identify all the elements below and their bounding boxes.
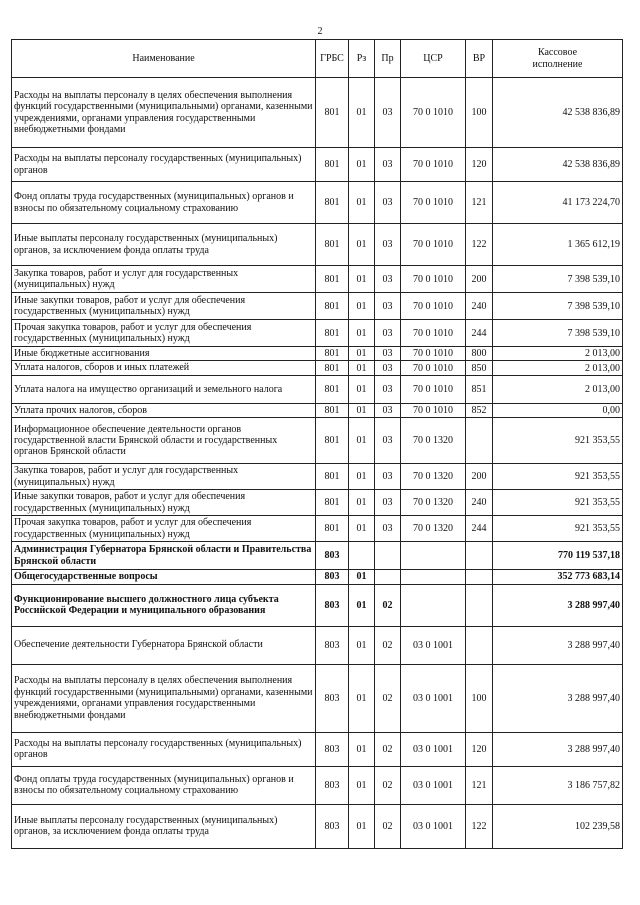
table-header-row bbox=[12, 40, 623, 78]
cell-name: Уплата налога на имущество организаций и земельного налога bbox=[12, 375, 316, 403]
cell-pr: 03 bbox=[375, 320, 401, 347]
cell-name: Фонд оплаты труда государственных (муниципальных) органов и взносы по обязательному социальному страхованию bbox=[12, 766, 316, 804]
cell-csr: 03 0 1001 bbox=[401, 766, 466, 804]
table-row bbox=[12, 490, 623, 516]
cell-pr: 03 bbox=[375, 361, 401, 375]
cell-pr: 03 bbox=[375, 403, 401, 417]
cell-amount: 41 173 224,70 bbox=[493, 182, 623, 224]
table-row bbox=[12, 148, 623, 182]
cell-grbs: 801 bbox=[316, 266, 349, 293]
table-row bbox=[12, 266, 623, 293]
cell-rz: 01 bbox=[349, 347, 375, 361]
cell-rz: 01 bbox=[349, 293, 375, 320]
table-row bbox=[12, 626, 623, 664]
header-grbs: ГРБС bbox=[316, 40, 349, 78]
table-row bbox=[12, 320, 623, 347]
cell-vr: 800 bbox=[466, 347, 493, 361]
cell-rz: 01 bbox=[349, 182, 375, 224]
cell-pr: 03 bbox=[375, 293, 401, 320]
cell-pr: 03 bbox=[375, 516, 401, 542]
cell-amount: 7 398 539,10 bbox=[493, 320, 623, 347]
cell-csr bbox=[401, 542, 466, 570]
cell-vr: 851 bbox=[466, 375, 493, 403]
cell-grbs: 803 bbox=[316, 766, 349, 804]
cell-csr bbox=[401, 584, 466, 626]
cell-pr: 03 bbox=[375, 347, 401, 361]
cell-name: Прочая закупка товаров, работ и услуг для обеспечения государственных (муниципальных) нужд bbox=[12, 516, 316, 542]
cell-name: Функционирование высшего должностного лица субъекта Российской Федерации и муниципального образования bbox=[12, 584, 316, 626]
cell-csr: 70 0 1010 bbox=[401, 320, 466, 347]
cell-pr: 02 bbox=[375, 804, 401, 848]
cell-rz bbox=[349, 542, 375, 570]
header-amount: Кассовое исполнение bbox=[493, 40, 623, 78]
cell-vr: 240 bbox=[466, 490, 493, 516]
cell-vr: 122 bbox=[466, 804, 493, 848]
cell-pr: 03 bbox=[375, 418, 401, 464]
header-rz: Рз bbox=[349, 40, 375, 78]
cell-rz: 01 bbox=[349, 626, 375, 664]
cell-grbs: 801 bbox=[316, 148, 349, 182]
cell-vr: 852 bbox=[466, 403, 493, 417]
cell-amount: 3 288 997,40 bbox=[493, 664, 623, 732]
cell-name: Обеспечение деятельности Губернатора Брянской области bbox=[12, 626, 316, 664]
cell-rz: 01 bbox=[349, 361, 375, 375]
cell-pr bbox=[375, 542, 401, 570]
cell-rz: 01 bbox=[349, 732, 375, 766]
cell-vr: 120 bbox=[466, 732, 493, 766]
cell-vr bbox=[466, 584, 493, 626]
table-row bbox=[12, 78, 623, 148]
cell-pr: 03 bbox=[375, 78, 401, 148]
cell-vr: 122 bbox=[466, 224, 493, 266]
table-row bbox=[12, 224, 623, 266]
cell-csr: 03 0 1001 bbox=[401, 732, 466, 766]
cell-name: Иные выплаты персоналу государственных (муниципальных) органов, за исключением фонда оплаты труда bbox=[12, 804, 316, 848]
cell-rz: 01 bbox=[349, 320, 375, 347]
table-row bbox=[12, 293, 623, 320]
header-name: Наименование bbox=[12, 40, 316, 78]
cell-name: Информационное обеспечение деятельности органов государственной власти Брянской области и государственных органов Брянской области bbox=[12, 418, 316, 464]
cell-pr: 02 bbox=[375, 766, 401, 804]
cell-csr: 70 0 1010 bbox=[401, 375, 466, 403]
cell-amount: 7 398 539,10 bbox=[493, 266, 623, 293]
cell-amount: 42 538 836,89 bbox=[493, 148, 623, 182]
table-row bbox=[12, 418, 623, 464]
cell-csr: 70 0 1320 bbox=[401, 516, 466, 542]
cell-amount: 3 288 997,40 bbox=[493, 584, 623, 626]
table-row bbox=[12, 361, 623, 375]
cell-vr: 120 bbox=[466, 148, 493, 182]
cell-pr: 03 bbox=[375, 375, 401, 403]
cell-csr: 70 0 1010 bbox=[401, 148, 466, 182]
cell-rz: 01 bbox=[349, 804, 375, 848]
cell-pr: 03 bbox=[375, 182, 401, 224]
cell-rz: 01 bbox=[349, 266, 375, 293]
cell-grbs: 801 bbox=[316, 490, 349, 516]
cell-rz: 01 bbox=[349, 375, 375, 403]
cell-name: Иные закупки товаров, работ и услуг для обеспечения государственных (муниципальных) нужд bbox=[12, 490, 316, 516]
cell-csr: 70 0 1320 bbox=[401, 464, 466, 490]
cell-vr bbox=[466, 570, 493, 584]
cell-rz: 01 bbox=[349, 490, 375, 516]
header-pr: Пр bbox=[375, 40, 401, 78]
cell-grbs: 801 bbox=[316, 418, 349, 464]
cell-vr: 200 bbox=[466, 464, 493, 490]
cell-csr: 70 0 1320 bbox=[401, 490, 466, 516]
cell-name: Закупка товаров, работ и услуг для государственных (муниципальных) нужд bbox=[12, 464, 316, 490]
cell-vr: 240 bbox=[466, 293, 493, 320]
cell-amount: 2 013,00 bbox=[493, 375, 623, 403]
table-row bbox=[12, 766, 623, 804]
cell-name: Иные выплаты персоналу государственных (муниципальных) органов, за исключением фонда оплаты труда bbox=[12, 224, 316, 266]
cell-pr: 02 bbox=[375, 664, 401, 732]
cell-grbs: 803 bbox=[316, 804, 349, 848]
cell-grbs: 803 bbox=[316, 542, 349, 570]
cell-name: Расходы на выплаты персоналу в целях обеспечения выполнения функций государственными (муниципальными) органами, казенными учреждениями, органами управления государственными внебюджетными фондами bbox=[12, 78, 316, 148]
cell-grbs: 803 bbox=[316, 570, 349, 584]
cell-grbs: 801 bbox=[316, 293, 349, 320]
cell-amount: 7 398 539,10 bbox=[493, 293, 623, 320]
budget-table bbox=[11, 39, 623, 849]
table-row bbox=[12, 464, 623, 490]
cell-vr bbox=[466, 418, 493, 464]
cell-name: Уплата налогов, сборов и иных платежей bbox=[12, 361, 316, 375]
cell-csr: 70 0 1010 bbox=[401, 347, 466, 361]
table-row bbox=[12, 664, 623, 732]
cell-csr: 03 0 1001 bbox=[401, 804, 466, 848]
cell-pr: 02 bbox=[375, 584, 401, 626]
cell-pr: 03 bbox=[375, 224, 401, 266]
cell-name: Администрация Губернатора Брянской области и Правительства Брянской области bbox=[12, 542, 316, 570]
cell-vr: 100 bbox=[466, 664, 493, 732]
cell-name: Прочая закупка товаров, работ и услуг для обеспечения государственных (муниципальных) нужд bbox=[12, 320, 316, 347]
cell-name: Иные бюджетные ассигнования bbox=[12, 347, 316, 361]
cell-pr: 02 bbox=[375, 626, 401, 664]
cell-csr: 70 0 1010 bbox=[401, 361, 466, 375]
table-row bbox=[12, 182, 623, 224]
cell-rz: 01 bbox=[349, 570, 375, 584]
cell-csr: 03 0 1001 bbox=[401, 664, 466, 732]
cell-grbs: 801 bbox=[316, 516, 349, 542]
cell-amount: 102 239,58 bbox=[493, 804, 623, 848]
cell-grbs: 801 bbox=[316, 375, 349, 403]
cell-amount: 921 353,55 bbox=[493, 516, 623, 542]
cell-grbs: 801 bbox=[316, 403, 349, 417]
cell-rz: 01 bbox=[349, 403, 375, 417]
cell-name: Закупка товаров, работ и услуг для государственных (муниципальных) нужд bbox=[12, 266, 316, 293]
cell-vr: 121 bbox=[466, 766, 493, 804]
cell-csr: 70 0 1320 bbox=[401, 418, 466, 464]
cell-grbs: 801 bbox=[316, 361, 349, 375]
cell-name: Фонд оплаты труда государственных (муниципальных) органов и взносы по обязательному социальному страхованию bbox=[12, 182, 316, 224]
cell-rz: 01 bbox=[349, 664, 375, 732]
cell-vr: 121 bbox=[466, 182, 493, 224]
table-row bbox=[12, 375, 623, 403]
cell-amount: 42 538 836,89 bbox=[493, 78, 623, 148]
cell-rz: 01 bbox=[349, 516, 375, 542]
cell-vr bbox=[466, 542, 493, 570]
cell-pr: 03 bbox=[375, 490, 401, 516]
cell-rz: 01 bbox=[349, 464, 375, 490]
cell-csr: 70 0 1010 bbox=[401, 224, 466, 266]
cell-vr: 244 bbox=[466, 516, 493, 542]
table-row bbox=[12, 570, 623, 584]
cell-grbs: 803 bbox=[316, 626, 349, 664]
table-row bbox=[12, 347, 623, 361]
cell-amount: 921 353,55 bbox=[493, 490, 623, 516]
cell-csr: 03 0 1001 bbox=[401, 626, 466, 664]
cell-amount: 0,00 bbox=[493, 403, 623, 417]
cell-grbs: 801 bbox=[316, 347, 349, 361]
cell-vr: 850 bbox=[466, 361, 493, 375]
cell-grbs: 801 bbox=[316, 464, 349, 490]
cell-amount: 3 288 997,40 bbox=[493, 626, 623, 664]
cell-grbs: 801 bbox=[316, 78, 349, 148]
cell-grbs: 803 bbox=[316, 584, 349, 626]
cell-name: Иные закупки товаров, работ и услуг для обеспечения государственных (муниципальных) нужд bbox=[12, 293, 316, 320]
cell-amount: 921 353,55 bbox=[493, 418, 623, 464]
cell-amount: 770 119 537,18 bbox=[493, 542, 623, 570]
cell-grbs: 801 bbox=[316, 182, 349, 224]
cell-rz: 01 bbox=[349, 418, 375, 464]
cell-rz: 01 bbox=[349, 224, 375, 266]
cell-rz: 01 bbox=[349, 584, 375, 626]
cell-csr: 70 0 1010 bbox=[401, 266, 466, 293]
cell-amount: 2 013,00 bbox=[493, 361, 623, 375]
cell-pr bbox=[375, 570, 401, 584]
cell-name: Расходы на выплаты персоналу государственных (муниципальных) органов bbox=[12, 148, 316, 182]
page-number: 2 bbox=[317, 26, 323, 37]
cell-rz: 01 bbox=[349, 148, 375, 182]
table-row bbox=[12, 804, 623, 848]
cell-rz: 01 bbox=[349, 78, 375, 148]
cell-amount: 3 186 757,82 bbox=[493, 766, 623, 804]
cell-grbs: 803 bbox=[316, 664, 349, 732]
header-vr: ВР bbox=[466, 40, 493, 78]
cell-csr: 70 0 1010 bbox=[401, 182, 466, 224]
header-csr: ЦСР bbox=[401, 40, 466, 78]
cell-pr: 03 bbox=[375, 148, 401, 182]
cell-csr bbox=[401, 570, 466, 584]
cell-grbs: 803 bbox=[316, 732, 349, 766]
cell-name: Уплата прочих налогов, сборов bbox=[12, 403, 316, 417]
cell-pr: 03 bbox=[375, 464, 401, 490]
cell-csr: 70 0 1010 bbox=[401, 78, 466, 148]
cell-name: Общегосударственные вопросы bbox=[12, 570, 316, 584]
cell-vr bbox=[466, 626, 493, 664]
cell-amount: 3 288 997,40 bbox=[493, 732, 623, 766]
table-row bbox=[12, 542, 623, 570]
cell-pr: 03 bbox=[375, 266, 401, 293]
table-row bbox=[12, 516, 623, 542]
table-row bbox=[12, 732, 623, 766]
cell-amount: 352 773 683,14 bbox=[493, 570, 623, 584]
table-row bbox=[12, 584, 623, 626]
cell-grbs: 801 bbox=[316, 320, 349, 347]
cell-amount: 921 353,55 bbox=[493, 464, 623, 490]
cell-csr: 70 0 1010 bbox=[401, 403, 466, 417]
cell-vr: 100 bbox=[466, 78, 493, 148]
cell-amount: 2 013,00 bbox=[493, 347, 623, 361]
cell-rz: 01 bbox=[349, 766, 375, 804]
cell-name: Расходы на выплаты персоналу в целях обеспечения выполнения функций государственными (муниципальными) органами, казенными учреждениями, органами управления государственными внебюджетными фондами bbox=[12, 664, 316, 732]
cell-name: Расходы на выплаты персоналу государственных (муниципальных) органов bbox=[12, 732, 316, 766]
cell-vr: 200 bbox=[466, 266, 493, 293]
cell-amount: 1 365 612,19 bbox=[493, 224, 623, 266]
cell-grbs: 801 bbox=[316, 224, 349, 266]
cell-pr: 02 bbox=[375, 732, 401, 766]
cell-csr: 70 0 1010 bbox=[401, 293, 466, 320]
table-row bbox=[12, 403, 623, 417]
cell-vr: 244 bbox=[466, 320, 493, 347]
